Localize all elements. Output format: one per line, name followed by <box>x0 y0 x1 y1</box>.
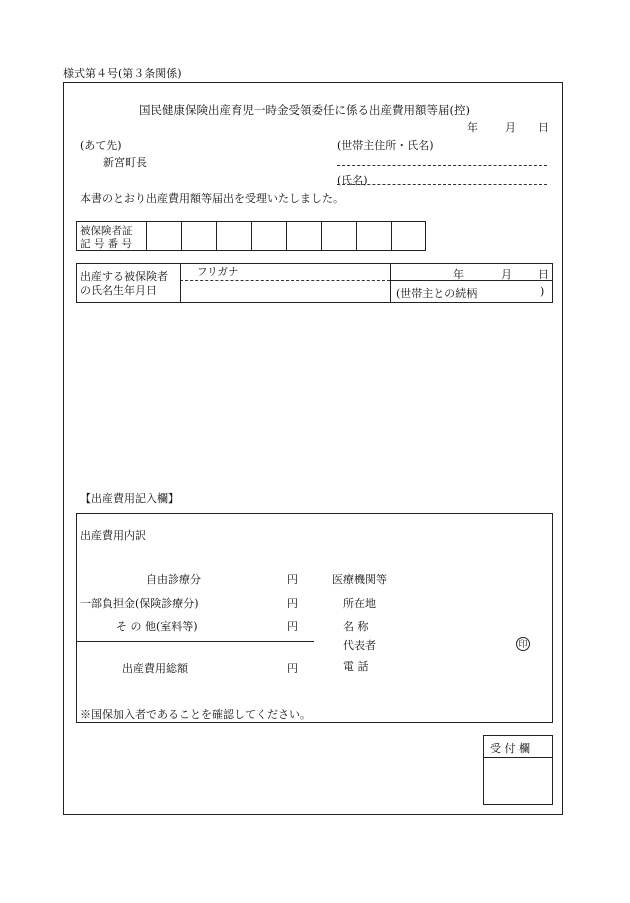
householder-address-label: (世帯主住所・氏名) <box>337 139 434 152</box>
grid-divider <box>146 221 147 251</box>
grid-divider <box>391 221 392 251</box>
insured-person-divider <box>390 263 391 303</box>
insured-date-separator <box>390 280 553 281</box>
reception-separator <box>483 757 553 758</box>
relation-label: (世帯主との続柄 <box>396 287 478 300</box>
relation-close: ) <box>540 285 545 298</box>
insured-name-input[interactable] <box>182 282 388 301</box>
addressee-name: 新宮町長 <box>103 156 147 169</box>
cost-item-unit: 円 <box>287 573 298 586</box>
breakdown-label: 出産費用内訳 <box>80 529 146 542</box>
total-separator <box>76 641 314 642</box>
date-year: 年 <box>467 121 478 134</box>
insured-date-year: 年 <box>453 268 464 281</box>
cost-item-label: そ の 他(室料等) <box>116 620 198 633</box>
householder-name-line[interactable] <box>337 184 547 185</box>
seal-icon: 印 <box>516 637 530 651</box>
reception-label: 受 付 欄 <box>490 742 530 755</box>
insured-number-label-2: 記 号 番 号 <box>80 238 133 250</box>
insured-date-month: 月 <box>501 268 512 281</box>
receipt-statement: 本書のとおり出産費用額等届出を受理いたしました。 <box>80 192 344 205</box>
cost-item-unit: 円 <box>287 620 298 633</box>
insured-number-input[interactable] <box>148 223 390 249</box>
date-day: 日 <box>538 121 549 134</box>
cost-item-label: 自由診療分 <box>146 573 201 586</box>
insured-person-label-1: 出産する被保険者 <box>80 270 168 283</box>
insured-person-label-2: の氏名生年月日 <box>80 284 157 297</box>
householder-address-line[interactable] <box>337 165 547 166</box>
furigana-label: フリガナ <box>197 266 239 278</box>
form-title: 国民健康保険出産育児一時金受領委任に係る出産費用額等届(控) <box>139 103 470 117</box>
institution-heading: 医療機関等 <box>332 573 387 586</box>
insured-date-day: 日 <box>538 268 549 281</box>
insured-number-label-1: 被保険者証 <box>80 225 133 237</box>
insured-person-divider <box>180 263 181 303</box>
cost-item-label: 一部負担金(保険診療分) <box>80 597 199 610</box>
total-label: 出産費用総額 <box>122 662 188 675</box>
householder-name-label: (氏名) <box>337 174 368 187</box>
confirmation-note: ※国保加入者であることを確認してください。 <box>80 708 311 721</box>
institution-name-label: 名 称 <box>343 620 369 633</box>
addressee-label: (あて先) <box>80 139 122 152</box>
form-number: 様式第４号(第３条関係) <box>63 67 182 80</box>
institution-phone-label: 電 話 <box>343 660 369 673</box>
institution-representative-label: 代表者 <box>343 639 376 652</box>
total-unit: 円 <box>287 662 298 675</box>
institution-address-label: 所在地 <box>343 597 376 610</box>
cost-section-heading: 【出産費用記入欄】 <box>80 492 179 505</box>
date-month: 月 <box>505 121 516 134</box>
furigana-separator <box>180 280 390 281</box>
cost-item-unit: 円 <box>287 597 298 610</box>
